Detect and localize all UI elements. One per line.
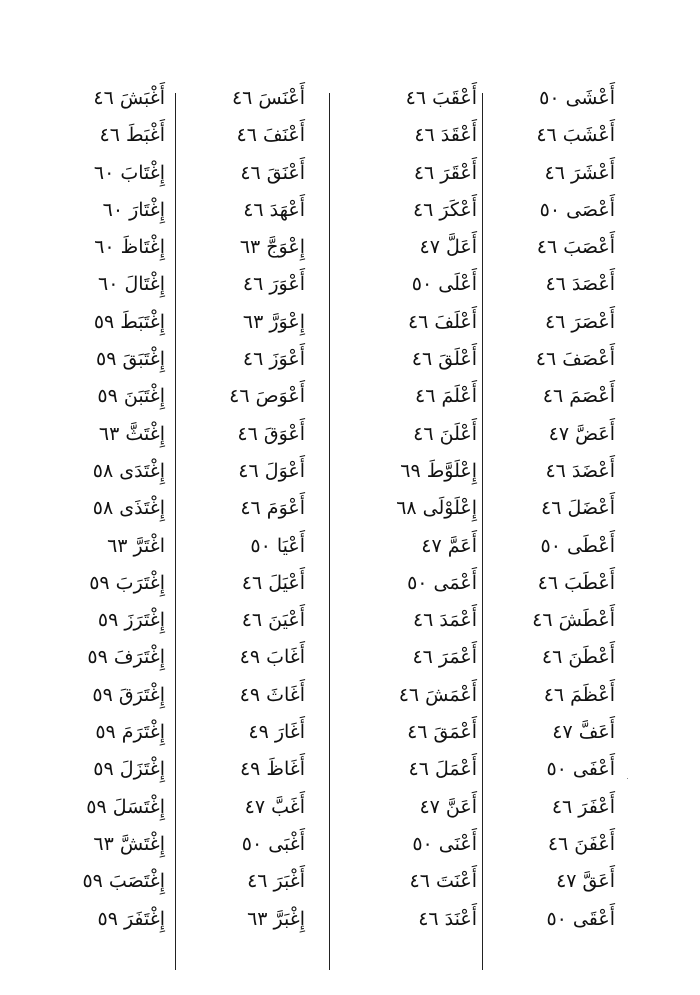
word-entry: أَعْكَرَ ٤٦ — [412, 198, 477, 221]
word-entry: أَعْلَمَ ٤٦ — [414, 385, 477, 408]
word-entry: أَعْنَسَ ٤٦ — [231, 87, 305, 109]
word-entry: أَعْقَبَ ٤٦ — [405, 87, 477, 109]
word-entry: أَغَبَّ ٤٧ — [244, 795, 305, 818]
word-entry: أَعْمَرَ ٤٦ — [412, 646, 477, 669]
word-entry: أَغْبَرَ ٤٦ — [247, 870, 305, 893]
word-entry: أَغْبَشَ ٤٦ — [93, 87, 165, 109]
word-entry: أَعْصَبَ ٤٦ — [536, 236, 615, 259]
word-entry: أَعْطَبَ ٤٦ — [537, 571, 615, 594]
word-entry: إِغْتَرَمَ ٥٩ — [95, 721, 165, 744]
word-entry: إِغْتَصَبَ ٥٩ — [82, 870, 165, 893]
word-entry: أَعْشَى ٥٠ — [539, 87, 615, 109]
word-entry: أَعَنَّ ٤٧ — [419, 795, 477, 818]
word-entry: إِغْتَبَنَ ٥٩ — [97, 385, 165, 408]
word-entry: أَعَضَّ ٤٧ — [548, 422, 615, 445]
column-divider — [175, 93, 176, 970]
word-entry: أَعْفَى ٥٠ — [546, 758, 615, 781]
word-entry: إِغْتَارَ ٦٠ — [102, 198, 165, 221]
word-entry: أَغْبَى ٥٠ — [241, 832, 305, 855]
word-entry: إِغْتَرَزَ ٥٩ — [97, 609, 165, 632]
word-entry: أَعْمَدَ ٤٦ — [412, 609, 477, 632]
word-entry: أَعْوَقَ ٤٦ — [237, 422, 305, 445]
word-entry: أَعْوَلَ ٤٦ — [238, 459, 305, 482]
word-entry: اغْتَرَّ ٦٣ — [107, 534, 165, 557]
word-entry: أَعْضَلَ ٤٦ — [541, 497, 615, 520]
column-4 — [45, 80, 165, 938]
word-entry: إِغْتَالَ ٦٠ — [97, 273, 165, 296]
word-entry: أَعْوَمَ ٤٦ — [240, 497, 305, 520]
column-2 — [357, 80, 477, 938]
word-entry: أَعْفَرَ ٤٦ — [551, 795, 615, 818]
word-entry: إِغْتَسَلَ ٥٩ — [86, 795, 165, 818]
word-entry: إِغْتَدَى ٥٨ — [92, 459, 165, 482]
word-entry: أَغَاظَ ٤٩ — [239, 758, 305, 781]
word-entry: أَعْفَنَ ٤٦ — [547, 832, 615, 855]
word-entry: أَعَقَّ ٤٧ — [556, 870, 615, 893]
word-entry: أَغَابَ ٤٩ — [239, 646, 305, 669]
word-entry: أَعْقَرَ ٤٦ — [413, 161, 477, 184]
word-entry: أَعْمَشَ ٤٦ — [398, 683, 477, 706]
word-entry: أَغْبَطَ ٤٦ — [99, 124, 165, 147]
word-entry: أَعَفَّ ٤٧ — [552, 721, 615, 744]
word-entry: إِعْوَجَّ ٦٣ — [239, 236, 305, 259]
word-entry: أَعْطَشَ ٤٦ — [532, 609, 615, 632]
word-entry: أَعْلَنَ ٤٦ — [413, 422, 477, 445]
word-entry: إِغْتَذَى ٥٨ — [92, 497, 165, 520]
word-entry: أَعْشَرَ ٤٦ — [544, 161, 615, 184]
word-entry: إِغْتَزَلَ ٥٩ — [93, 758, 165, 781]
word-entry: أَغَاثَ ٤٩ — [239, 683, 305, 706]
word-entry: إِعْلَوَّطَ ٦٩ — [400, 459, 477, 482]
word-entry: أَعْمَى ٥٠ — [407, 571, 477, 594]
word-entry: إِغْتَبَقَ ٥٩ — [96, 348, 165, 371]
word-entry: أَعْطَنَ ٤٦ — [541, 646, 615, 669]
word-entry: إِغْتَرَقَ ٥٩ — [92, 683, 165, 706]
word-entry: إِغْبَرَّ ٦٣ — [247, 907, 305, 930]
scan-speck — [627, 778, 628, 779]
word-entry: إِغْتَرَفَ ٥٩ — [87, 646, 165, 669]
word-entry: أَعْنَى ٥٠ — [412, 832, 477, 855]
word-entry: أَعْشَبَ ٤٦ — [536, 124, 615, 147]
word-entry: أَعْصَدَ ٤٦ — [545, 273, 615, 296]
column-1 — [495, 80, 615, 938]
word-entry: أَعْهَدَ ٤٦ — [243, 198, 305, 221]
word-entry: أَعْلَفَ ٤٦ — [407, 310, 477, 333]
word-entry: أَعَمَّ ٤٧ — [421, 534, 477, 557]
word-entry: إِغْتَرَبَ ٥٩ — [89, 571, 165, 594]
word-entry: إِغْتَابَ ٦٠ — [93, 161, 165, 184]
word-entry: أَعْنَقَ ٤٦ — [240, 161, 305, 184]
word-entry: أَعْيَا ٥٠ — [250, 534, 305, 557]
word-entry: أَعْصَمَ ٤٦ — [542, 385, 615, 408]
word-entry: إِغْتَاظَ ٦٠ — [94, 236, 165, 259]
word-entry: أَعْقَى ٥٠ — [546, 907, 615, 930]
word-entry: أَعْلَى ٥٠ — [411, 273, 477, 296]
word-entry: أَعْمَقَ ٤٦ — [407, 721, 477, 744]
word-entry: أَعْطَى ٥٠ — [540, 534, 615, 557]
word-entry: أَعْيَنَ ٤٦ — [241, 609, 305, 632]
word-entry: أَغَارَ ٤٩ — [248, 721, 305, 744]
word-entry: أَعْصَى ٥٠ — [539, 198, 615, 221]
word-entry: أَعْقَدَ ٤٦ — [414, 124, 477, 147]
word-entry: أَعْظَمَ ٤٦ — [543, 683, 615, 706]
word-entry: أَعْوَزَ ٤٦ — [242, 348, 305, 371]
word-entry: أَعْوَرَ ٤٦ — [242, 273, 305, 296]
word-entry: أَعَلَّ ٤٧ — [419, 236, 477, 259]
word-entry: أَعْوَصَ ٤٦ — [229, 385, 305, 408]
word-entry: أَعْنَفَ ٤٦ — [236, 124, 305, 147]
word-entry: أَعْنَدَ ٤٦ — [418, 907, 477, 930]
word-entry: أَعْصَرَ ٤٦ — [544, 310, 615, 333]
word-entry: أَعْنَتَ ٤٦ — [409, 870, 477, 893]
word-entry: إِغْتَثَّ ٦٣ — [98, 422, 165, 445]
word-entry: إِعْلَوْلَى ٦٨ — [396, 497, 477, 520]
column-3 — [185, 80, 305, 938]
word-entry: أَعْلَقَ ٤٦ — [411, 348, 477, 371]
word-entry: أَعْيَلَ ٤٦ — [241, 571, 305, 594]
word-entry: إِغْتَشَّ ٦٣ — [93, 832, 165, 855]
column-divider — [482, 93, 483, 970]
word-entry: إِغْتَبَطَ ٥٩ — [93, 310, 165, 333]
word-entry: أَعْمَلَ ٤٦ — [408, 758, 477, 781]
word-entry: إِغْتَفَرَ ٥٩ — [97, 907, 165, 930]
word-entry: إِعْوَرَّ ٦٣ — [242, 310, 305, 333]
word-entry: أَعْضَدَ ٤٦ — [545, 459, 615, 482]
column-divider — [329, 93, 330, 970]
word-entry: أَعْصَفَ ٤٦ — [535, 348, 615, 371]
